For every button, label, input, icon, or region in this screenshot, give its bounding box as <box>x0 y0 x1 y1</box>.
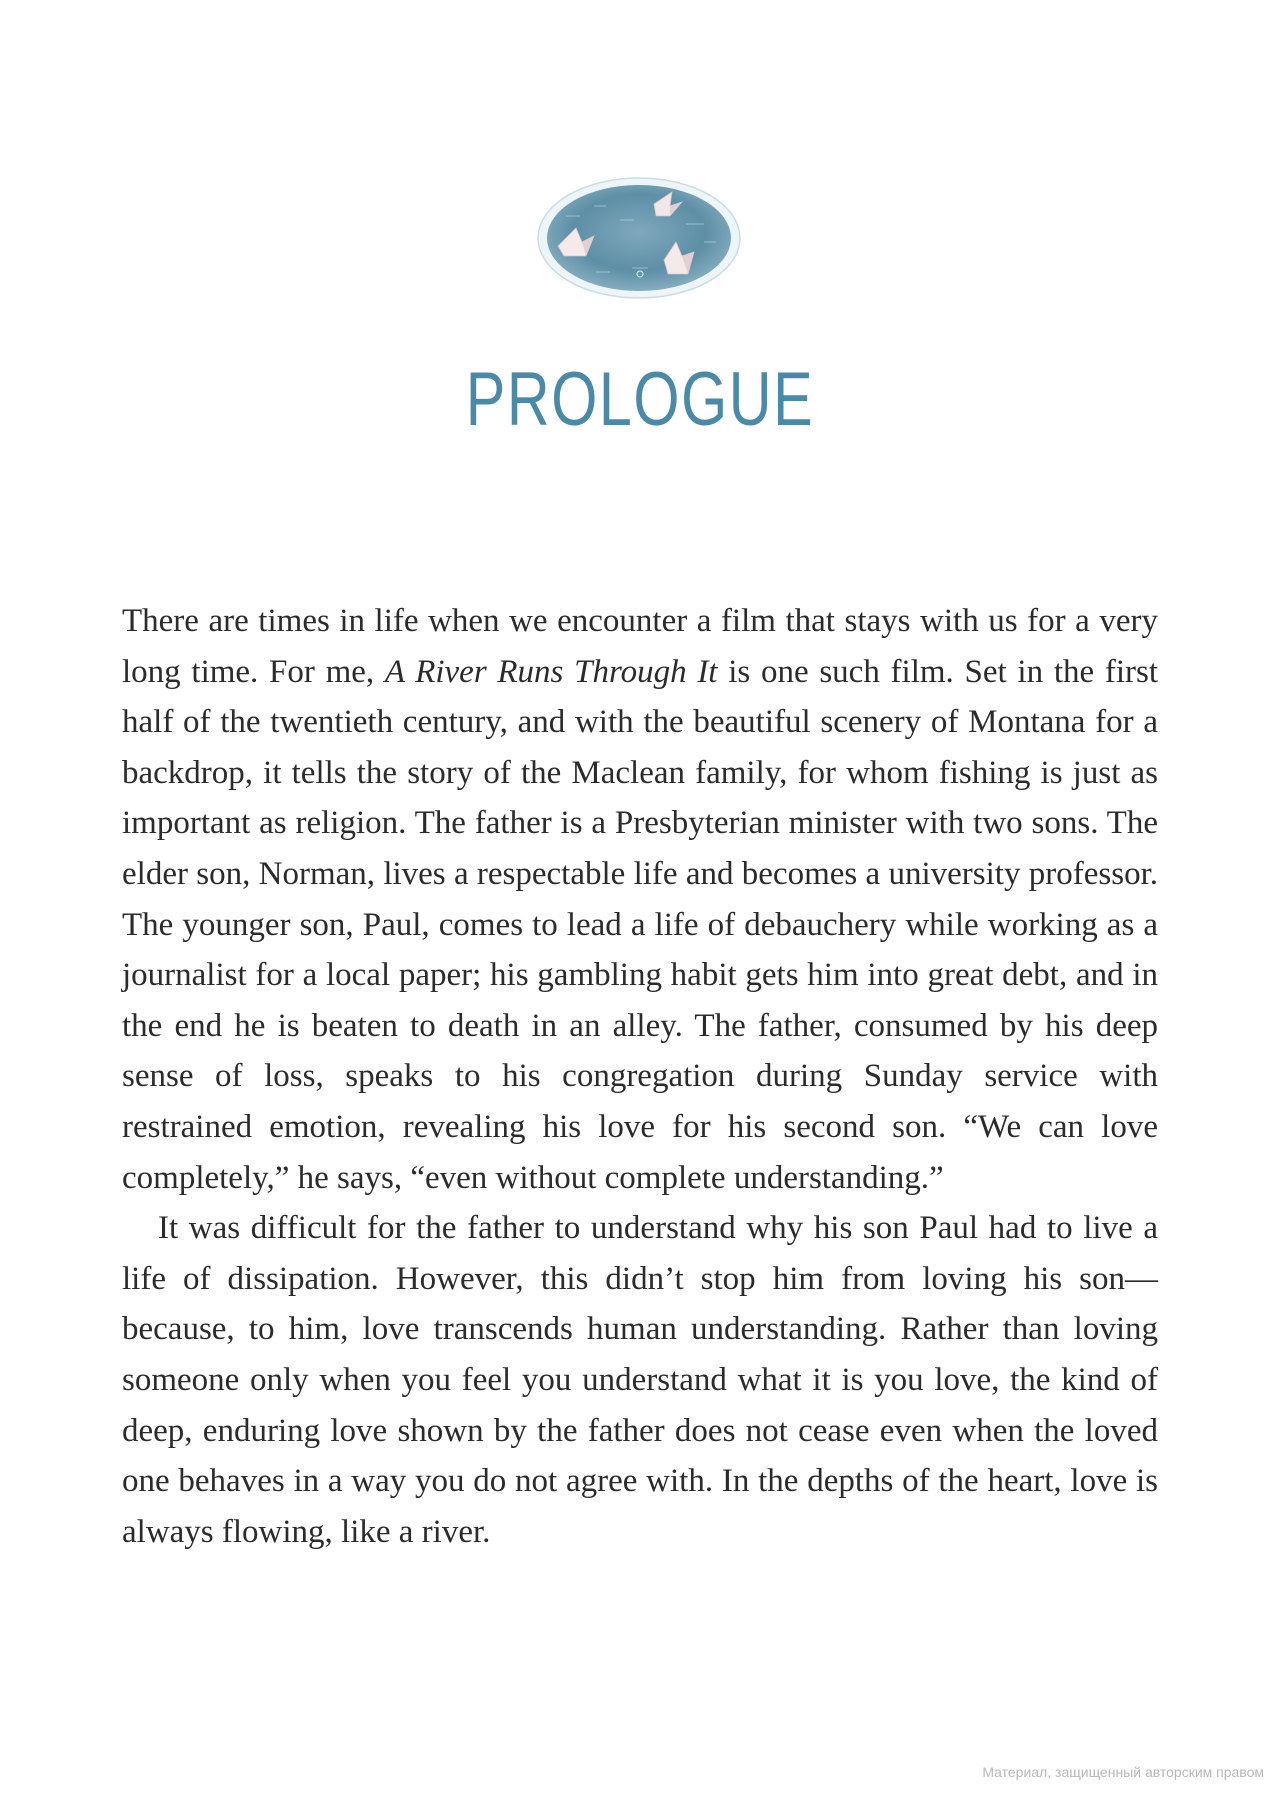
paragraph-text: There are times in life when we encounter a film that stays with us for a very long time. For me, <box>122 603 1158 690</box>
paragraph <box>122 596 1158 1203</box>
paragraph-text: is one such film. Set in the first half of the twentieth century, and with the beautiful scenery of Montana for a backdrop, it tells the story of the Maclean family, for whom fishing is just as important as religion. The father is a Presbyterian minister with two sons. The elder son, Norman, lives a respectable life and becomes a university professor. The younger son, Paul, comes to lead a life of debauchery while working as a journalist for a local paper; his gambling habit gets him into great debt, and in the end he is beaten to death in an alley. The father, consumed by his deep sense of loss, speaks to his congregation during Sunday service with restrained emotion, revealing his love for his second son. “We can love completely,” he says, “even without complete understanding.” <box>122 653 1159 1196</box>
film-title: A River Runs Through It <box>384 653 718 690</box>
chapter-title: PROLOGUE <box>465 357 815 442</box>
paragraph: It was difficult for the father to understand why his son Paul had to live a life of dissipation. However, this didn’t stop him from loving his son—because, to him, love transcends human understanding. Rather than loving someone only when you feel you understand what it is you love, the kind of deep, enduring love shown by the father does not cease even when the loved one behaves in a way you do not agree with. In the depths of the heart, love is always flowing, like a river. <box>122 1210 1158 1550</box>
prologue-text <box>122 596 1158 1557</box>
paper-boats-vignette <box>536 176 742 300</box>
copyright-watermark: Материал, защищенный авторским правом <box>982 1764 1264 1780</box>
